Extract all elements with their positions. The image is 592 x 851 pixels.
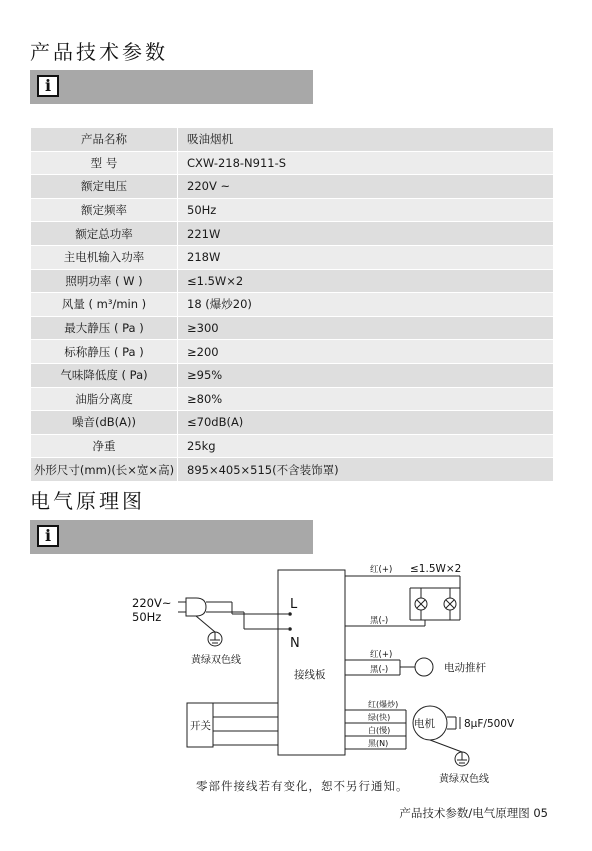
lamp-red-wire-label: 红(+) xyxy=(370,565,393,575)
spec-label: 风量 ( m³/min ) xyxy=(31,293,178,317)
spec-row xyxy=(31,269,553,293)
lamp-black-wire-label: 黑(-) xyxy=(370,616,389,626)
switch-label: 开关 xyxy=(190,720,211,732)
diagram-info-bar xyxy=(30,520,313,554)
spec-row xyxy=(31,458,553,482)
diagram-section-title: 电气原理图 xyxy=(30,489,145,513)
spec-label: 噪音(dB(A)) xyxy=(31,411,178,435)
spec-value: 220V ~ xyxy=(178,175,554,199)
spec-label: 气味降低度 ( Pa) xyxy=(31,363,178,387)
specs-info-bar xyxy=(30,70,313,104)
spec-table xyxy=(31,128,553,482)
spec-label: 产品名称 xyxy=(31,128,178,151)
spec-row xyxy=(31,245,553,269)
push-rod-motor-icon xyxy=(415,658,433,676)
terminal-board xyxy=(278,570,345,755)
spec-value: ≥80% xyxy=(178,387,554,411)
supply-voltage-label: 220V~ xyxy=(132,596,172,610)
spec-label: 型 号 xyxy=(31,151,178,175)
wiring-diagram xyxy=(0,558,592,783)
page-footer: 产品技术参数/电气原理图 05 xyxy=(399,806,548,820)
spec-label: 净重 xyxy=(31,434,178,458)
spec-label: 标称静压 ( Pa ) xyxy=(31,340,178,364)
spec-value: 895×405×515(不含装饰罩) xyxy=(178,458,554,482)
pusher-red-wire-label: 红(+) xyxy=(370,650,393,660)
terminal-n-label: N xyxy=(290,636,300,651)
spec-row xyxy=(31,293,553,317)
spec-row xyxy=(31,198,553,222)
capacitor-icon xyxy=(447,717,460,729)
spec-label: 最大静压 ( Pa ) xyxy=(31,316,178,340)
spec-value: 18 (爆炒20) xyxy=(178,293,554,317)
terminal-board-label: 接线板 xyxy=(294,669,326,681)
earth-ground-icon xyxy=(455,752,469,766)
spec-row xyxy=(31,316,553,340)
spec-value: ≤70dB(A) xyxy=(178,411,554,435)
specs-section-title: 产品技术参数 xyxy=(30,40,168,64)
wiring-change-note: 零部件接线若有变化，恕不另行通知。 xyxy=(196,779,409,793)
motor-label: 电机 xyxy=(414,718,435,730)
info-icon: i xyxy=(37,75,59,97)
spec-value: ≥95% xyxy=(178,363,554,387)
spec-value: ≥200 xyxy=(178,340,554,364)
spec-value: CXW-218-N911-S xyxy=(178,151,554,175)
spec-label: 额定总功率 xyxy=(31,222,178,246)
spec-label: 外形尺寸(mm)(长×宽×高) xyxy=(31,458,178,482)
lamp-icon xyxy=(415,598,427,610)
spec-label: 额定频率 xyxy=(31,198,178,222)
earth-ground-icon xyxy=(208,632,222,646)
spec-row xyxy=(31,128,553,151)
motor-earth-wire-label: 黄绿双色线 xyxy=(439,774,489,783)
spec-row xyxy=(31,434,553,458)
spec-value: 221W xyxy=(178,222,554,246)
spec-row xyxy=(31,151,553,175)
spec-label: 照明功率 ( W ) xyxy=(31,269,178,293)
lamp-spec-label: ≤1.5W×2 xyxy=(410,563,462,575)
spec-value: ≤1.5W×2 xyxy=(178,269,554,293)
motor-green-wire-label: 绿(快) xyxy=(368,713,391,722)
spec-value: ≥300 xyxy=(178,316,554,340)
spec-row xyxy=(31,175,553,199)
info-icon: i xyxy=(37,525,59,547)
lamp-icon xyxy=(444,598,456,610)
spec-value: 吸油烟机 xyxy=(178,128,554,151)
pusher-black-wire-label: 黑(-) xyxy=(370,665,389,675)
spec-label: 额定电压 xyxy=(31,175,178,199)
spec-row xyxy=(31,363,553,387)
supply-frequency-label: 50Hz xyxy=(132,610,162,624)
spec-row xyxy=(31,340,553,364)
spec-value: 50Hz xyxy=(178,198,554,222)
spec-row xyxy=(31,222,553,246)
spec-value: 25kg xyxy=(178,434,554,458)
spec-row xyxy=(31,411,553,435)
spec-value: 218W xyxy=(178,245,554,269)
spec-row xyxy=(31,387,553,411)
terminal-l-label: L xyxy=(290,597,298,612)
motor-black-wire-label: 黑(N) xyxy=(368,739,389,748)
earth-wire-label: 黄绿双色线 xyxy=(191,655,241,666)
motor-white-wire-label: 白(慢) xyxy=(368,726,391,735)
capacitor-label: 8μF/500V xyxy=(464,718,515,730)
spec-label: 油脂分离度 xyxy=(31,387,178,411)
motor-red-wire-label: 红(爆炒) xyxy=(368,700,399,709)
power-plug-icon xyxy=(178,598,206,616)
pusher-label: 电动推杆 xyxy=(444,662,486,674)
spec-label: 主电机输入功率 xyxy=(31,245,178,269)
